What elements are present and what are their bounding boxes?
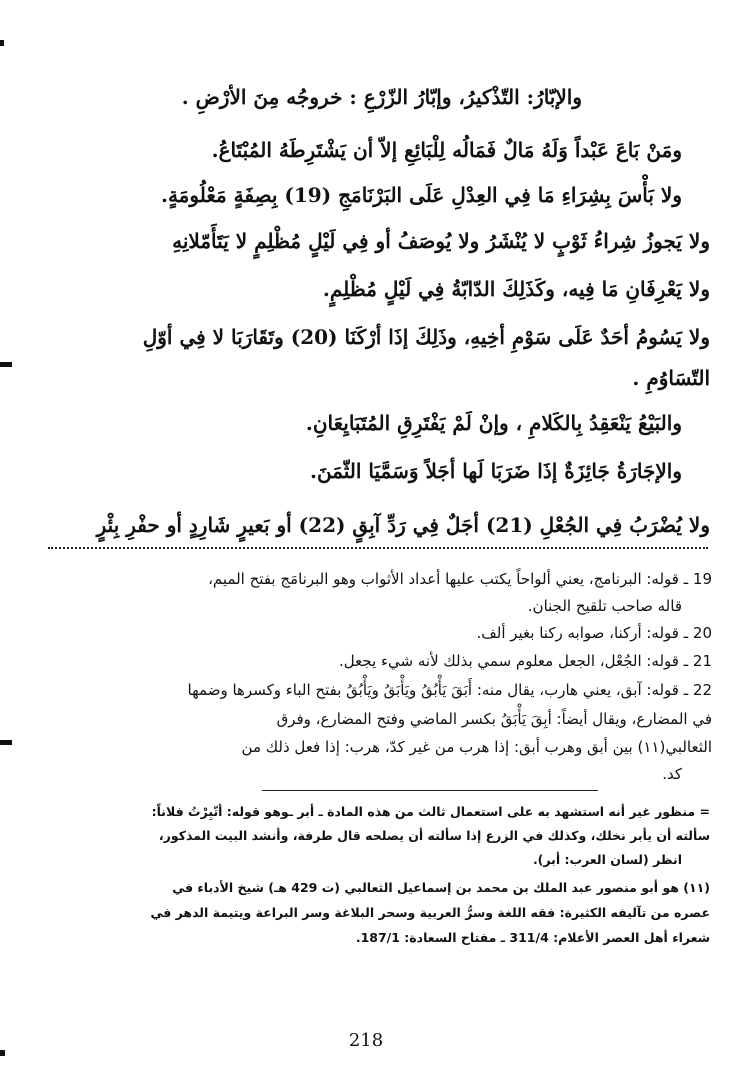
scan-mark [0,740,12,745]
scan-mark [0,40,4,46]
footnote-line: = منظور غير أنه استشهد به على استعمال ثالث من هذه المادة ـ أبر ـوهو قوله: أتّبِرْتُ فلاناً: [151,804,710,819]
main-text-line: ولا بَأْسَ بِشِرَاءِ مَا فِي العِدْلِ عَلَى البَرْنَامَجِ (19) بِصِفَةٍ مَعْلُومَةٍ. [160,183,682,207]
note-line: الثعالبي(١١) بين أبق وهرب أبق: إذا هرب من غير كدّ، هرب: إذا فعل ذلك من [241,738,712,756]
main-text-line: والإجَارَةُ جَائِزَةٌ إذَا ضَرَبَا لَها أجَلاً وَسَمَّيَا الثّمَنَ. [310,459,682,483]
main-text-line: التّسَاوُمِ . [632,366,710,390]
note-line: قاله صاحب تلقيح الجنان. [527,597,682,615]
main-text-line: والإبّارُ: التّذْكيرُ، وإبّارُ الزّرْعِ : خروجُه مِنَ الأرْضِ . [181,85,582,109]
note-line: في المضارع، ويقال أيضاً: أبِقَ يَأْبَقُ بكسر الماضي وفتح المضارع، وفرق [276,710,712,728]
main-text-line: ولا يَجوزُ شِراءُ ثَوْبٍ لا يُنْشَرُ ولا يُوصَفُ أو فِي لَيْلٍ مُظْلِمٍ لا يَتَأَمّلانِهِ [172,229,710,253]
dotted-separator [48,547,708,549]
main-text-line: ولا يَعْرِفَانِ مَا فِيه، وكَذَلِكَ الدّابّةُ فِي لَيْلٍ مُظْلِمٍ. [322,277,710,301]
footnote-line: عصره من تآليفه الكثيرة: فقه اللغة وسرُّ العربية وسحر البلاغة وسر البراعة ويتيمة الدهر في [150,905,710,920]
note-line: كد. [662,765,682,783]
main-text-line: والبَيْعُ يَنْعَقِدُ بِالكَلامِ ، وإنْ لَمْ يَفْتَرِقِ المُتَبَايِعَانِ. [305,411,682,435]
note-line: 22 ـ قوله: آبق، يعني هارب، يقال منه: أَبَقَ يَأْبُقُ ويَأْبَقُ ويَأْبُقُ بفتح الباء وكسرها وضمها [187,681,712,699]
note-line: 19 ـ قوله: البرنامج، يعني ألواحاً يكتب عليها أعداد الأثواب وهو البرنامَج بفتح الميم، [208,570,712,588]
main-text-line: ومَنْ بَاعَ عَبْداً وَلَهُ مَالٌ فَمَالُه لِلْبَائِعِ إلاّ أن يَشْتَرِطَهُ المُبْتَاعُ. [211,138,682,162]
footnote-line: سألته أن يأبر نخلك، وكذلك في الزرع إذا سألته أن يصلحه قال طرفة، وأنشد البيت المذكور، [158,828,710,843]
footnote-rule [262,790,598,791]
main-text-line: ولا يَسُومُ أحَدٌ عَلَى سَوْمِ أخِيهِ، وذَلِكَ إذَا أرْكَنَا (20) وتَقَارَبَا لا فِي أوّلِ [142,325,710,349]
page-number: 218 [348,1030,384,1051]
footnote-line: (١١) هو أبو منصور عبد الملك بن محمد بن إسماعيل الثعالبي (ت 429 هـ) شيخ الأدباء في [172,880,710,895]
footnote-line: شعراء أهل العصر الأعلام: 311/4 ـ مفتاح السعادة: 187/1. [355,930,710,945]
main-text-line: ولا يُضْرَبُ فِي الجُعْلِ (21) أجَلٌ فِي رَدِّ آبِقٍ (22) أو بَعيرٍ شَارِدٍ أو حفْرِ بِئْرٍ [96,513,710,537]
scan-mark [0,362,12,367]
scan-mark [0,1050,5,1056]
note-line: 20 ـ قوله: أركنا، صوابه ركنا بغير ألف. [476,624,712,642]
note-line: 21 ـ قوله: الجُعْل، الجعل معلوم سمي بذلك لأنه شيء يجعل. [338,652,712,670]
footnote-line: انظر (لسان العرب: أبر). [532,852,682,867]
